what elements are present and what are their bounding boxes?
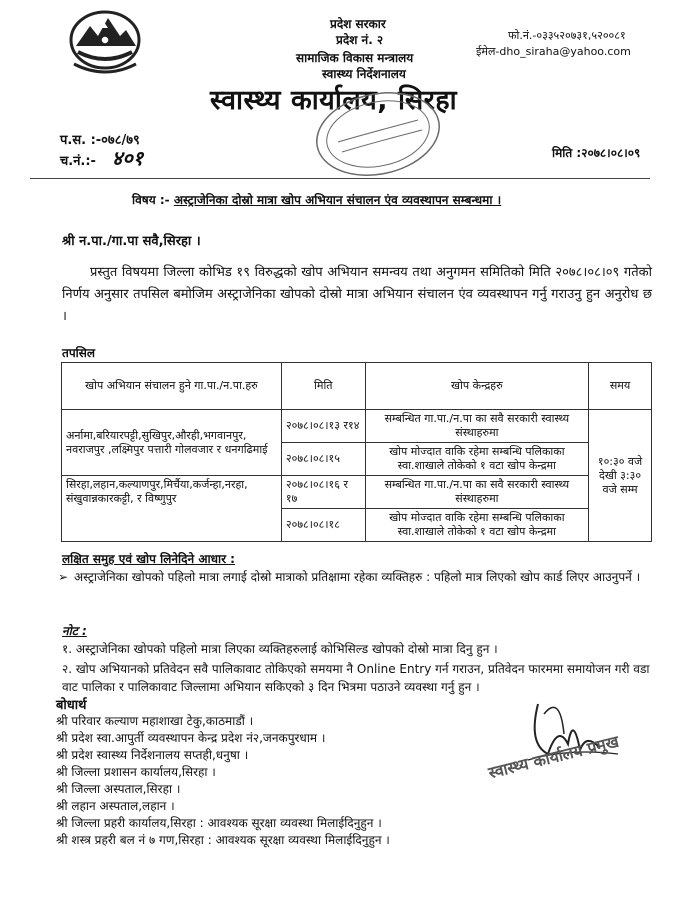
schedule-table — [61, 362, 652, 542]
list-item: श्री लहान अस्पताल,लहान । — [56, 799, 175, 813]
group1-centers1: सम्बन्धित गा.पा./न.पा का सवै सरकारी स्वास्थ्य संस्थाहरुमा — [365, 410, 588, 443]
target-heading: लक्षित समुह एवं खोप लिनेदिने आधार : — [62, 552, 235, 566]
cc-heading: बोधार्थ — [56, 698, 87, 713]
group2-date1: २०७८।०८।१६ र १७ — [281, 476, 365, 509]
col-header-date: मिति — [281, 363, 365, 410]
table-row — [62, 410, 652, 443]
schedule-title: तपसिल — [62, 346, 96, 360]
subject-text: अस्ट्राजेनिका दोस्रो मात्रा खोप अभियान संचालन एंव व्यवस्थापन सम्बन्धमा । — [173, 193, 502, 207]
target-item — [58, 568, 658, 586]
group1-date2: २०७८।०८।१५ — [281, 443, 365, 476]
subject-line — [132, 191, 501, 208]
phone-number: फो.नं.-०३३५२०७३१,५२००८१ — [508, 29, 626, 42]
group2-date2: २०७८।०८।१८ — [281, 509, 365, 542]
arrow-bullet-icon: ➢ — [58, 570, 69, 584]
col-header-locations: खोप अभियान संचालन हुने गा.पा./न.पा.हरु — [62, 363, 282, 410]
list-item: श्री प्रदेश स्वास्थ्य निर्देशनालय सप्तही,धनुषा । — [56, 748, 249, 762]
signature-title: स्वास्थ्य कार्यालय प्रमुख — [486, 731, 621, 783]
note-item-2: २. खोप अभियानको प्रतिवेदन सवै पालिकावाट तोकिएको समयमा नै Online Entry गर्न गराउन, प्रतिवेदन फारममा समायोजन गरी वडा वाट पालिका र पालिकावाट जिल्लामा अभियान सकिएको ३ दिन भित्रमा पठाउने व्यवस्था गर्नु हुन । — [62, 662, 650, 694]
table-header-row — [62, 363, 652, 410]
col-header-centers: खोप केन्द्रहरु — [365, 363, 588, 410]
note-item-1: १. अस्ट्राजेनिका खोपको पहिलो मात्रा लिएका व्यक्तिहरुलाई कोभिसिल्ड खोपको दोस्रो मात्रा दिनु हुन । — [62, 642, 498, 656]
list-item: श्री जिल्ला अस्पताल,सिरहा । — [56, 782, 181, 796]
group2-centers2: खोप मोज्दात वाकि रहेमा सम्बन्धि पलिकाका स्वा.शाखाले तोकेको १ वटा खोप केन्द्रमा — [365, 509, 588, 542]
header-divider — [30, 178, 650, 179]
addressee: श्री न.पा./गा.पा सवै,सिरहा । — [62, 234, 201, 249]
ministry-name: सामाजिक विकास मन्त्रालय — [296, 51, 414, 65]
group2-locations: सिरहा,लहान,कल्याणपुर,मिर्चैया,कर्जन्हा,नरहा, संखुवान्नकारकट्टी, र विष्णुपुर — [62, 476, 282, 542]
group1-centers2: खोप मोज्दात वाकि रहेमा सम्बन्धि पलिकाका स्वा.शाखाले तोकेको १ वटा खोप केन्द्रमा — [365, 443, 588, 476]
list-item: श्री परिवार कल्याण महाशाखा टेकु,काठमाडौं । — [56, 714, 254, 728]
list-item: श्री शस्त्र प्रहरी बल नं ७ गण,सिरहा : आवश्यक सूरक्षा व्यवस्था मिलाईदिनुहुन । — [56, 833, 390, 847]
group2-centers1: सम्बन्धित गा.पा./न.पा का सवै सरकारी स्वास्थ्य संस्थाहरुमा — [365, 476, 588, 509]
list-item: श्री प्रदेश स्वा.आपुर्ती व्यवस्थापन केन्द्र प्रदेश नं२,जनकपुरधाम । — [56, 731, 326, 745]
dispatch-number: ४०१ — [112, 146, 144, 170]
list-item: श्री जिल्ला प्रशासन कार्यालय,सिरहा । — [56, 765, 216, 779]
directorate-name: स्वास्थ्य निर्देशनालय — [322, 67, 406, 81]
target-item-text: अस्ट्राजेनिका खोपको पहिलो मात्रा लगाई दोस्रो मात्राको प्रतिक्षामा रहेका व्यक्तिहरु : पहिलो मात्र लिएको खोप कार्ड लिएर आउनुपर्ने । — [74, 570, 641, 584]
table-row — [62, 476, 652, 509]
time-cell: १०:३० वजे देखी ३:३० वजे सम्म — [589, 410, 652, 542]
email-address: ईमेल-dho_siraha@yahoo.com — [476, 45, 631, 58]
office-stamp-icon — [298, 86, 458, 182]
col-header-time: समय — [589, 363, 652, 410]
subject-label: विषय :- — [132, 193, 170, 207]
body-paragraph: प्रस्तुत विषयमा जिल्ला कोभिड १९ विरुद्धको खोप अभियान समन्वय तथा अनुगमन समितिको मिति २०७८।०८।०९ गतेको निर्णय अनुसार तपसिल बमोजिम अस्ट्राजेनिका खोपको दोस्रो मात्रा अभियान संचालन एंव व्यवस्थापन गर्नु गराउनु हुन अनुरोध छ । — [62, 265, 652, 324]
province-name: प्रदेश नं. २ — [336, 33, 384, 47]
nepal-emblem-icon — [64, 6, 146, 78]
list-item: श्री जिल्ला प्रहरी कार्यालय,सिरहा : आवश्यक सूरक्षा व्यवस्था मिलाईदिनुहुन । — [56, 816, 382, 830]
group1-locations: अर्नामा,बरियारपट्टी,सुखिपुर,औरही,भगवानपुर, नवराजपुर ,लक्ष्मिपुर पत्तारी गोलवजार र धनगढिमाई — [62, 410, 282, 476]
govt-name: प्रदेश सरकार — [330, 17, 386, 31]
group1-date1: २०७८।०८।१३ र१४ — [281, 410, 365, 443]
letter-date: मिति :२०७८।०८।०९ — [552, 146, 641, 160]
note-heading: नोट : — [62, 624, 87, 638]
dispatch-label: च.नं.:- — [60, 154, 96, 169]
cc-list — [56, 713, 476, 849]
fiscal-year: प.स. :-०७८/७९ — [60, 133, 140, 148]
office-title: स्वास्थ्य कार्यालय, सिरहा — [210, 85, 458, 116]
